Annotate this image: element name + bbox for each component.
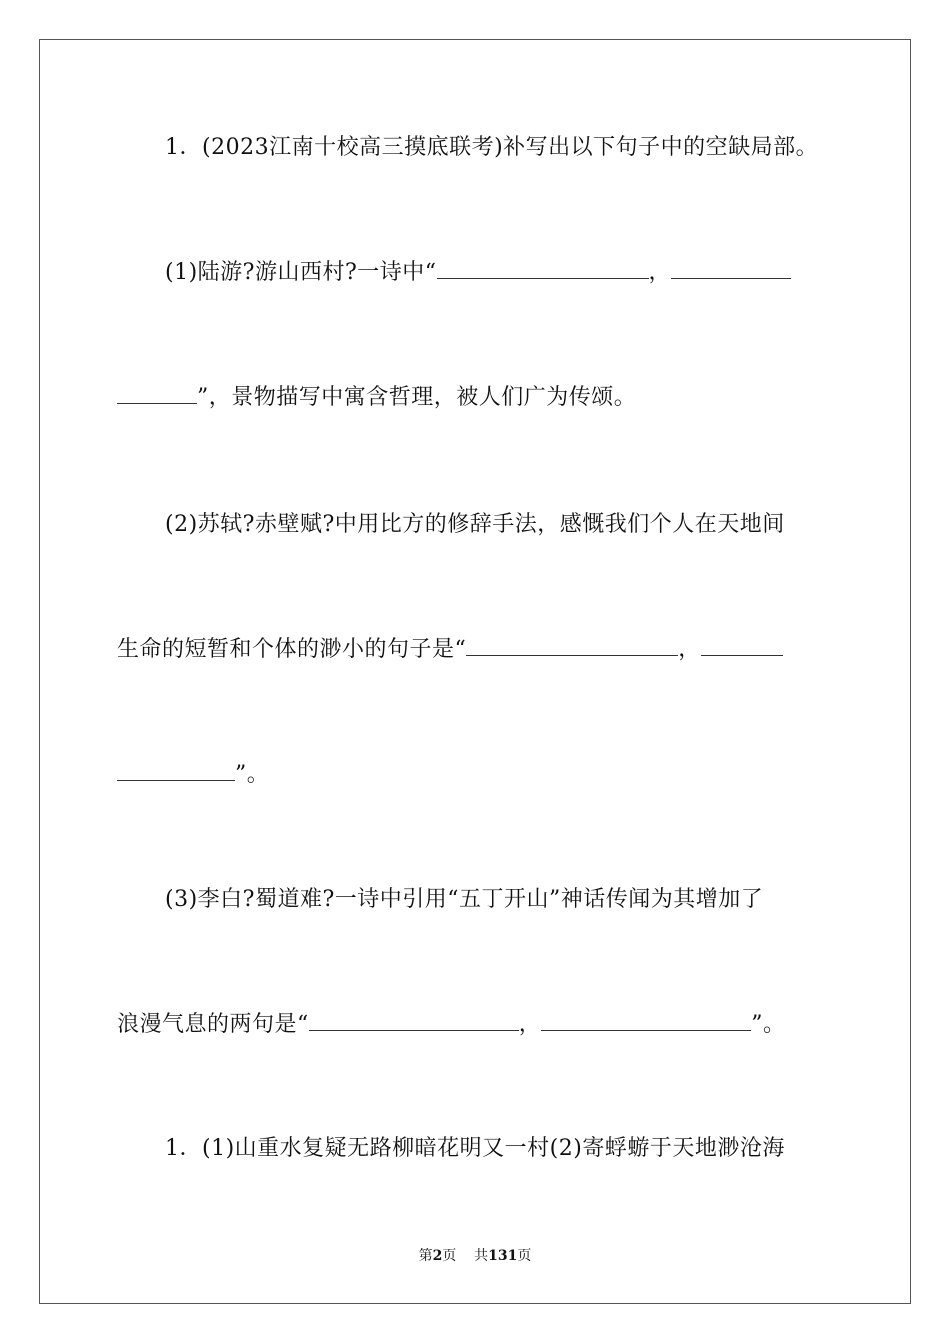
answer-blank xyxy=(541,1010,751,1031)
page-footer xyxy=(0,1246,950,1266)
q1-3-line1-text: (3)李白?蜀道难?一诗中引用“五丁开山”神话传闻为其增加了 xyxy=(165,887,764,912)
comma: ， xyxy=(678,637,701,662)
total-label-pre: 共 xyxy=(474,1248,489,1264)
page-label-post: 页 xyxy=(442,1248,457,1264)
page-border xyxy=(39,39,911,1304)
q1-2-line1-text: (2)苏轼?赤壁赋?中用比方的修辞手法，感慨我们个人在天地间 xyxy=(165,512,785,537)
page-number: 2 xyxy=(432,1248,443,1264)
question-1-1-line-2 xyxy=(117,383,835,413)
answer-line xyxy=(117,1134,835,1164)
q1-2-suffix: ”。 xyxy=(235,762,270,787)
answer-text: 1．(1)山重水复疑无路柳暗花明又一村(2)寄蜉蝣于天地渺沧海 xyxy=(165,1136,785,1161)
answer-blank xyxy=(437,258,649,279)
question-1-header xyxy=(117,133,835,163)
question-1-1-line-1 xyxy=(117,258,835,288)
answer-blank xyxy=(671,258,791,279)
total-pages: 131 xyxy=(488,1248,518,1264)
q1-1-suffix: ”，景物描写中寓含哲理，被人们广为传颂。 xyxy=(197,385,637,410)
question-1-header-text: 1．(2023江南十校高三摸底联考)补写出以下句子中的空缺局部。 xyxy=(165,135,819,160)
q1-3-prefix: 浪漫气息的两句是“ xyxy=(117,1012,309,1037)
total-label-post: 页 xyxy=(517,1248,532,1264)
answer-blank xyxy=(117,383,197,404)
comma: ， xyxy=(648,260,672,285)
q1-3-suffix: ”。 xyxy=(751,1012,786,1037)
question-1-3-line-2 xyxy=(117,1010,835,1040)
answer-blank xyxy=(117,760,235,781)
page-label-pre: 第 xyxy=(418,1248,433,1264)
question-1-2-line-2 xyxy=(117,635,835,665)
q1-2-prefix: 生命的短暂和个体的渺小的句子是“ xyxy=(117,637,467,662)
answer-blank xyxy=(701,635,783,656)
answer-blank xyxy=(466,635,678,656)
q1-1-prefix: (1)陆游?游山西村?一诗中“ xyxy=(165,260,437,285)
answer-blank xyxy=(309,1010,519,1031)
question-1-2-line-3 xyxy=(117,760,835,790)
question-1-3-line-1 xyxy=(117,885,835,915)
question-1-2-line-1 xyxy=(117,510,835,540)
comma: ， xyxy=(518,1012,542,1037)
